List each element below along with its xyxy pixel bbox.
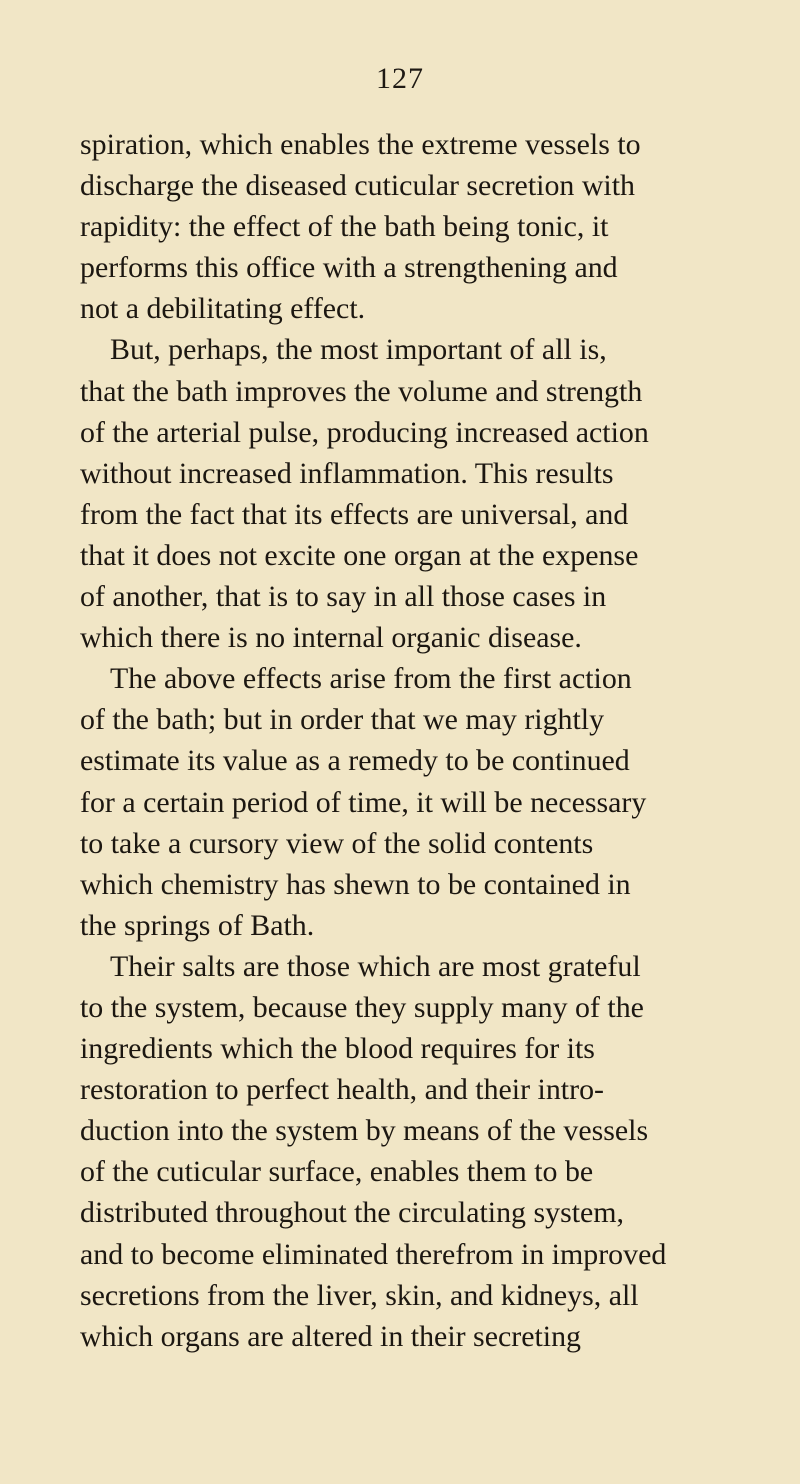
text-line: of the cuticular surface, enables them to be xyxy=(80,1155,594,1189)
text-line: which there is no internal organic disease. xyxy=(80,621,582,655)
text-line: secretions from the liver, skin, and kidneys, all xyxy=(80,1278,639,1312)
paragraph-start-line: The above effects arise from the first action xyxy=(110,662,632,696)
text-line: estimate its value as a remedy to be continued xyxy=(80,744,630,778)
page-number: 127 xyxy=(376,62,424,95)
text-line: which chemistry has shewn to be contained in xyxy=(80,867,631,901)
text-line: to take a cursory view of the solid contents xyxy=(80,826,594,860)
text-line: for a certain period of time, it will be necessary xyxy=(80,785,647,819)
text-line: of another, that is to say in all those cases in xyxy=(80,580,607,614)
text-line: not a debilitating effect. xyxy=(80,292,366,326)
text-line: distributed throughout the circulating system, xyxy=(80,1196,625,1230)
text-line: restoration to perfect health, and their intro- xyxy=(80,1073,604,1107)
paragraph-start-line: But, perhaps, the most important of all is, xyxy=(110,333,607,367)
text-line: the springs of Bath. xyxy=(80,908,315,942)
body-text xyxy=(80,124,800,1357)
text-line: from the fact that its effects are universal, and xyxy=(80,497,629,531)
text-line: without increased inflammation. This results xyxy=(80,456,614,490)
text-line: rapidity: the effect of the bath being tonic, it xyxy=(80,210,609,244)
text-line: discharge the diseased cuticular secretion with xyxy=(80,169,636,203)
text-line: ingredients which the blood requires for its xyxy=(80,1032,595,1066)
text-line: that it does not excite one organ at the expense xyxy=(80,538,639,572)
text-line: to the system, because they supply many of the xyxy=(80,990,644,1024)
text-line: of the arterial pulse, producing increased action xyxy=(80,415,649,449)
text-line: performs this office with a strengthening and xyxy=(80,251,618,285)
text-line: that the bath improves the volume and strength xyxy=(80,374,643,408)
text-line: and to become eliminated therefrom in improved xyxy=(80,1237,667,1271)
text-line: which organs are altered in their secreting xyxy=(80,1319,582,1353)
text-line: of the bath; but in order that we may rightly xyxy=(80,703,605,737)
text-line: spiration, which enables the extreme vessels to xyxy=(80,128,641,161)
paragraph-start-line: Their salts are those which are most grateful xyxy=(110,949,641,983)
text-line: duction into the system by means of the vessels xyxy=(80,1114,649,1148)
